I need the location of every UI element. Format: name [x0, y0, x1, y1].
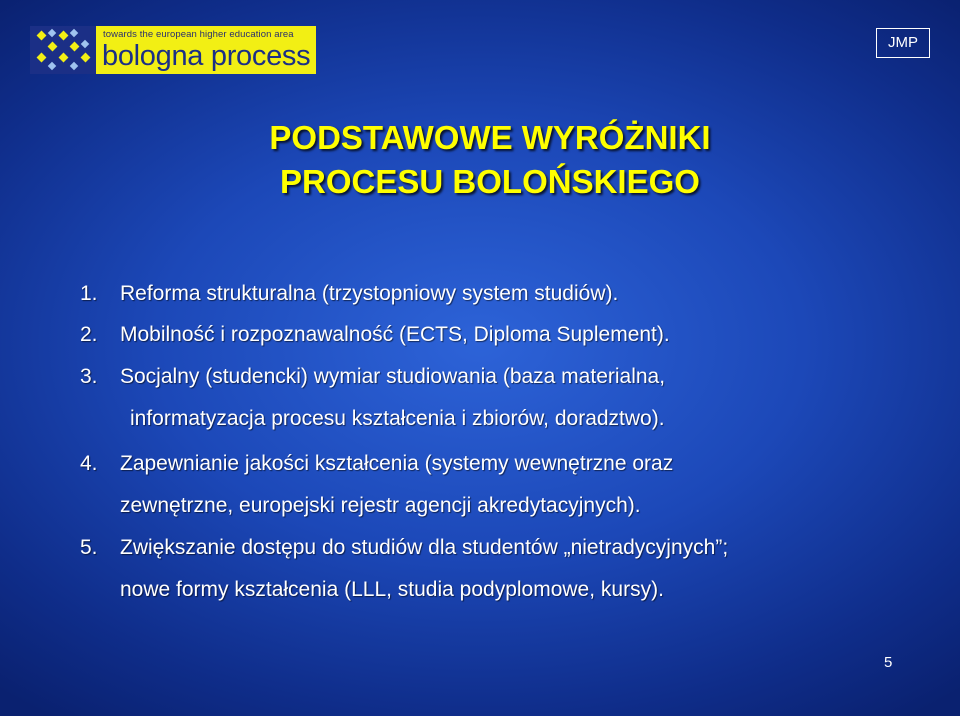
- jmp-label-box: JMP: [876, 28, 930, 58]
- title-line-2: PROCESU BOLOŃSKIEGO: [280, 163, 700, 200]
- list-item-text: Reforma strukturalna (trzystopniowy system studiów).: [120, 282, 619, 305]
- list-item-text: Zapewnianie jakości kształcenia (systemy wewnętrzne oraz: [120, 452, 674, 475]
- slide-title: [0, 116, 960, 204]
- logo-tagline: towards the european higher education area: [103, 29, 294, 40]
- list-item-3: [80, 365, 665, 389]
- list-item-number: 3.: [80, 365, 98, 388]
- list-item-4-continuation: zewnętrzne, europejski rejestr agencji akredytacyjnych).: [120, 494, 641, 517]
- list-item-text: Socjalny (studencki) wymiar studiowania (baza materialna,: [120, 365, 666, 388]
- list-item-1: [80, 282, 618, 306]
- list-item-text: Mobilność i rozpoznawalność (ECTS, Diploma Suplement).: [120, 323, 670, 346]
- list-item-number: 5.: [80, 536, 98, 559]
- page-number: 5: [884, 654, 893, 671]
- list-item-text: Zwiększanie dostępu do studiów dla studentów „nietradycyjnych”;: [120, 536, 729, 559]
- list-item-5: [80, 536, 728, 560]
- list-item-4: [80, 452, 673, 476]
- list-item-number: 2.: [80, 323, 98, 346]
- title-line-1: PODSTAWOWE WYRÓŻNIKI: [269, 119, 711, 156]
- bologna-process-logo: [30, 26, 316, 74]
- logo-mark-icon: [30, 26, 96, 74]
- list-item-5-continuation: nowe formy kształcenia (LLL, studia podyplomowe, kursy).: [120, 578, 664, 601]
- logo-name: bologna process: [102, 40, 311, 72]
- list-item-number: 1.: [80, 282, 98, 305]
- list-item-3-continuation: informatyzacja procesu kształcenia i zbiorów, doradztwo).: [130, 407, 665, 430]
- list-item-number: 4.: [80, 452, 98, 475]
- list-item-2: [80, 323, 670, 347]
